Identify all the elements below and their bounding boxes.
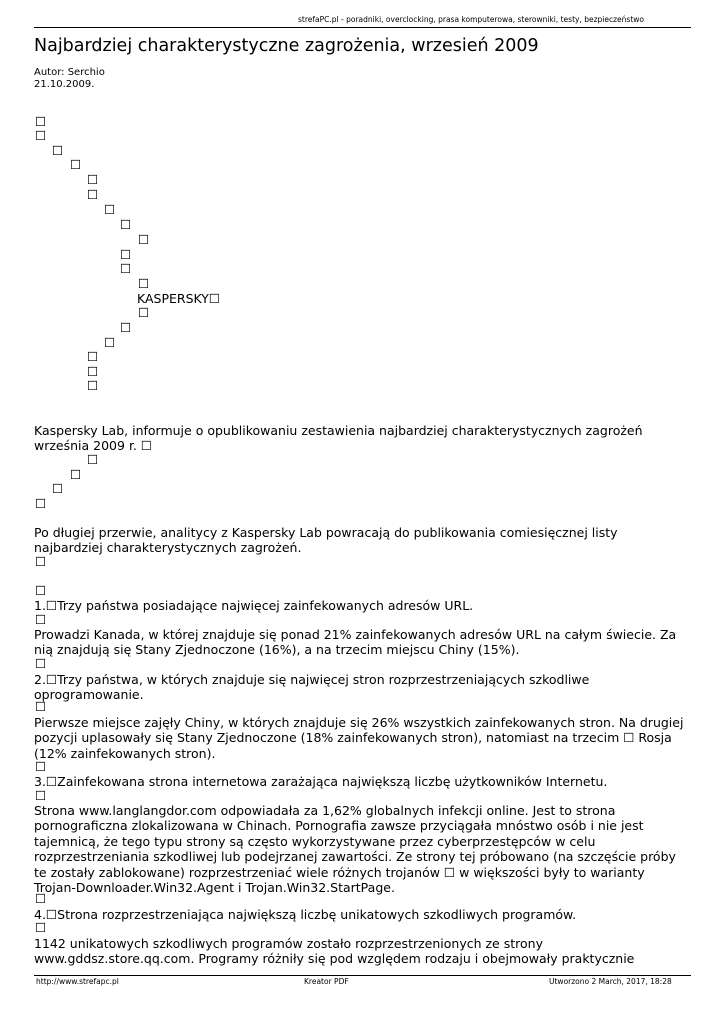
- placeholder-box: ☐: [70, 157, 82, 172]
- footer-url-link[interactable]: http://www.strefapc.pl: [36, 977, 119, 986]
- placeholder-box: ☐: [87, 378, 99, 393]
- placeholder-box: ☐: [104, 335, 116, 350]
- placeholder-box: ☐: [70, 467, 82, 482]
- section-2-heading: 2.☐Trzy państwa, w których znajduje się najwięcej stron rozprzestrzeniających szkodliwe oprogramowanie.: [34, 672, 590, 703]
- placeholder-box: ☐: [120, 320, 132, 335]
- placeholder-box: ☐: [138, 232, 150, 247]
- placeholder-box: ☐: [87, 187, 99, 202]
- placeholder-box: ☐: [35, 554, 47, 569]
- section-4-text: 1142 unikatowych szkodliwych programów zostało rozprzestrzenionych ze strony www.gddsz.store.qq.com. Programy różniły się pod względem rodzaju i obejmowały praktycznie: [34, 936, 635, 967]
- section-3-text: Strona www.langlangdor.com odpowiadała za 1,62% globalnych infekcji online. Jest to strona pornograficzna zlokalizowana w Chinach. Pornografia zawsze przyciągała mnóstwo osób i nie jest tajemnicą, że tego typu strony są często wykorzystywane przez cyberprzestępców w celu rozprzestrzeniania szkodliwej lub podejrzanej zawartości. Ze strony tej próbowano (na szczęście próby te zostały zablokowane) rozprzestrzeniać wiele różnych trojanów ☐ w większości były to warianty Trojan-Downloader.Win32.Agent i Trojan.Win32.StartPage.: [34, 803, 676, 896]
- footer-created-date: Utworzono 2 March, 2017, 18:28: [549, 977, 672, 986]
- kaspersky-logo-text: KASPERSKY☐: [137, 291, 221, 306]
- placeholder-box: ☐: [120, 247, 132, 262]
- footer-divider: [34, 975, 691, 976]
- placeholder-box: ☐: [35, 759, 47, 774]
- placeholder-box: ☐: [138, 276, 150, 291]
- section-1-heading: 1.☐Trzy państwa posiadające najwięcej zainfekowanych adresów URL.: [34, 598, 474, 613]
- footer-generator: Kreator PDF: [304, 977, 349, 986]
- article-author: Autor: Serchio: [34, 67, 105, 78]
- placeholder-box: ☐: [120, 217, 132, 232]
- placeholder-box: ☐: [35, 656, 47, 671]
- placeholder-box: ☐: [104, 202, 116, 217]
- placeholder-box: ☐: [35, 920, 47, 935]
- placeholder-box: ☐: [35, 583, 47, 598]
- placeholder-box: ☐: [52, 143, 64, 158]
- header-divider: [34, 27, 691, 28]
- header-site-line: strefaPC.pl - poradniki, overclocking, prasa komputerowa, sterowniki, testy, bezpieczeństwo: [298, 15, 644, 24]
- placeholder-box: ☐: [87, 364, 99, 379]
- intro-paragraph: Kaspersky Lab, informuje o opublikowaniu zestawienia najbardziej charakterystycznych zagrożeń września 2009 r. ☐: [34, 423, 643, 454]
- placeholder-box: ☐: [52, 481, 64, 496]
- placeholder-box: ☐: [87, 452, 99, 467]
- section-2-text: Pierwsze miejsce zajęły Chiny, w których znajduje się 26% wszystkich zainfekowanych stron. Na drugiej pozycji uplasowały się Stany Zjednoczone (18% zainfekowanych stron), natomiast na trzecim ☐ Rosja (12% zainfekowanych stron).: [34, 715, 684, 761]
- article-title: Najbardziej charakterystyczne zagrożenia, wrzesień 2009: [34, 36, 539, 56]
- article-date: 21.10.2009.: [34, 79, 95, 90]
- placeholder-box: ☐: [35, 612, 47, 627]
- placeholder-box: ☐: [35, 496, 47, 511]
- section-4-heading: 4.☐Strona rozprzestrzeniająca największą liczbę unikatowych szkodliwych programów.: [34, 907, 577, 922]
- placeholder-box: ☐: [35, 788, 47, 803]
- placeholder-box: ☐: [87, 349, 99, 364]
- placeholder-box: ☐: [87, 172, 99, 187]
- placeholder-box: ☐: [35, 891, 47, 906]
- placeholder-box: ☐: [35, 128, 47, 143]
- placeholder-box: ☐: [35, 699, 47, 714]
- placeholder-box: ☐: [120, 261, 132, 276]
- placeholder-box: ☐: [35, 114, 47, 129]
- lead-paragraph: Po długiej przerwie, analitycy z Kaspersky Lab powracają do publikowania comiesięcznej listy najbardziej charakterystycznych zagrożeń.: [34, 525, 618, 556]
- section-3-heading: 3.☐Zainfekowana strona internetowa zarażająca największą liczbę użytkowników Internetu.: [34, 774, 608, 789]
- placeholder-box: ☐: [138, 305, 150, 320]
- section-1-text: Prowadzi Kanada, w której znajduje się ponad 21% zainfekowanych adresów URL na całym świecie. Za nią znajdują się Stany Zjednoczone (16%), a na trzecim miejscu Chiny (15%).: [34, 627, 677, 658]
